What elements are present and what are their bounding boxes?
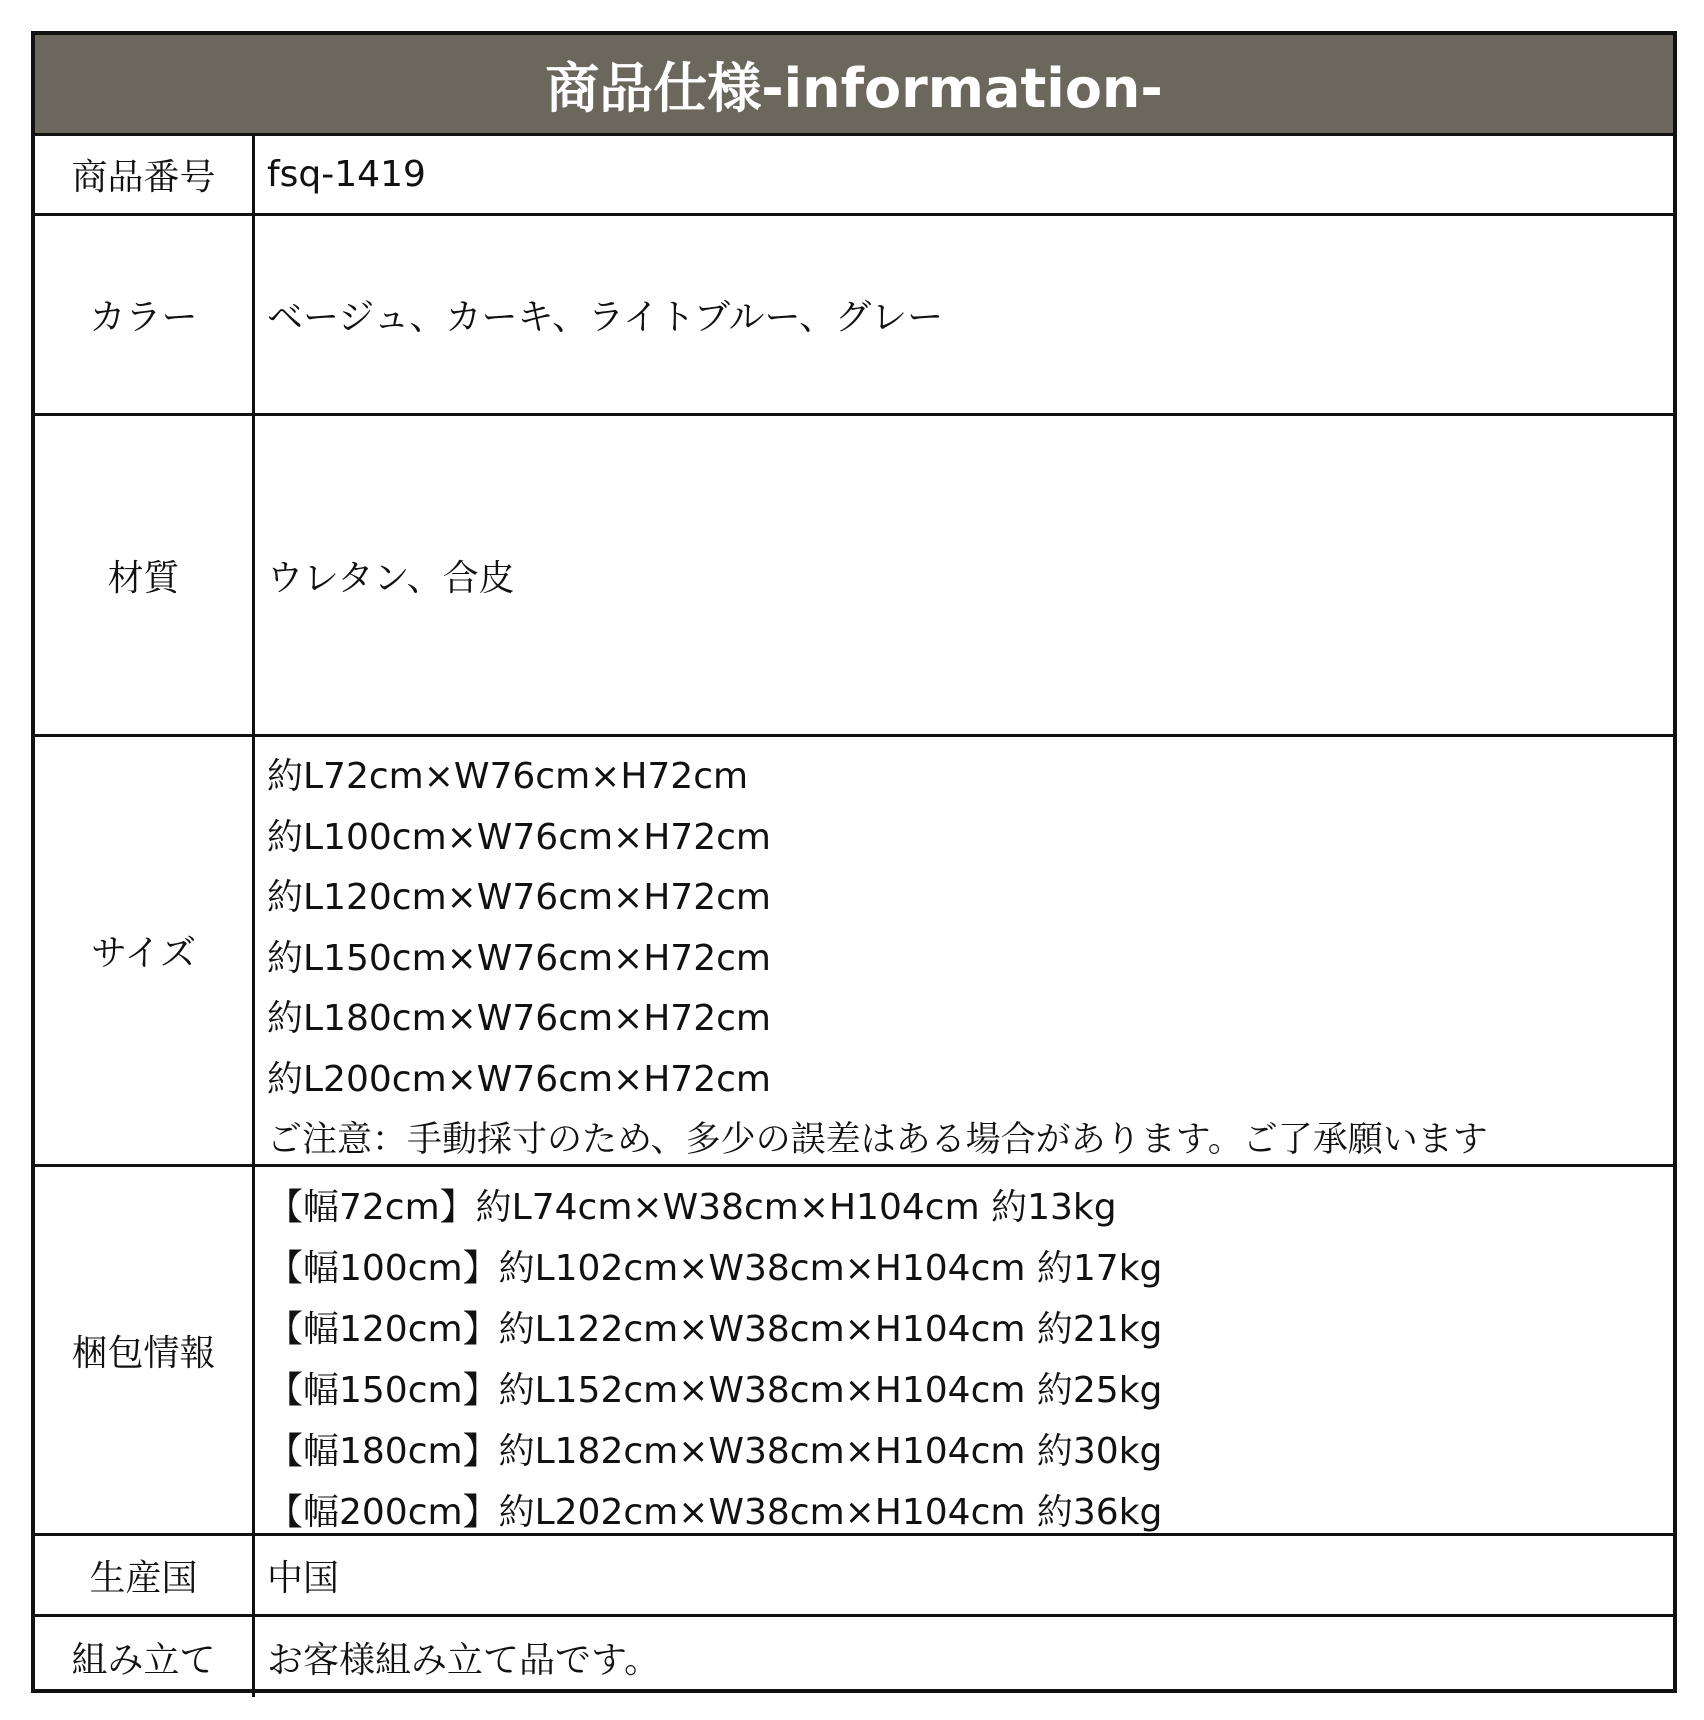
size-line: 約L150cm×W76cm×H72cm	[267, 937, 771, 979]
packaging-line: 【幅120cm】約L122cm×W38cm×H104cm 約21kg	[267, 1309, 1163, 1350]
product-number-label: 商品番号	[35, 136, 255, 216]
color-label: カラー	[35, 216, 255, 416]
packaging-value	[255, 1167, 1673, 1536]
size-note: ご注意：手動採寸のため、多少の誤差はある場合があります。ご了承願います	[267, 1120, 1488, 1160]
size-line: 約L180cm×W76cm×H72cm	[267, 998, 771, 1039]
size-line: 約L200cm×W76cm×H72cm	[267, 1058, 771, 1100]
origin-value: 中国	[255, 1536, 1673, 1617]
packaging-label: 梱包情報	[35, 1167, 255, 1536]
packaging-line: 【幅150cm】約L152cm×W38cm×H104cm 約25kg	[267, 1370, 1163, 1411]
packaging-line: 【幅100cm】約L102cm×W38cm×H104cm 約17kg	[267, 1248, 1163, 1289]
packaging-line: 【幅180cm】約L182cm×W38cm×H104cm 約30kg	[267, 1431, 1163, 1472]
size-label: サイズ	[35, 737, 255, 1167]
origin-label: 生産国	[35, 1536, 255, 1617]
color-value: ベージュ、カーキ、ライトブルー、グレー	[255, 216, 1673, 416]
material-label: 材質	[35, 416, 255, 737]
size-line: 約L100cm×W76cm×H72cm	[267, 816, 771, 858]
packaging-line: 【幅200cm】約L202cm×W38cm×H104cm 約36kg	[267, 1492, 1163, 1533]
material-value: ウレタン、合皮	[255, 416, 1673, 737]
size-line: 約L120cm×W76cm×H72cm	[267, 877, 771, 918]
table-title: 商品仕様-information-	[35, 35, 1673, 136]
size-line: 約L72cm×W76cm×H72cm	[267, 756, 749, 797]
assembly-label: 組み立て	[35, 1617, 255, 1697]
size-value	[255, 737, 1673, 1167]
assembly-value: お客様組み立て品です。	[267, 1639, 661, 1681]
spec-table	[31, 31, 1677, 1693]
product-number-value: fsq-1419	[255, 136, 1673, 216]
packaging-line: 【幅72cm】約L74cm×W38cm×H104cm 約13kg	[267, 1187, 1117, 1228]
